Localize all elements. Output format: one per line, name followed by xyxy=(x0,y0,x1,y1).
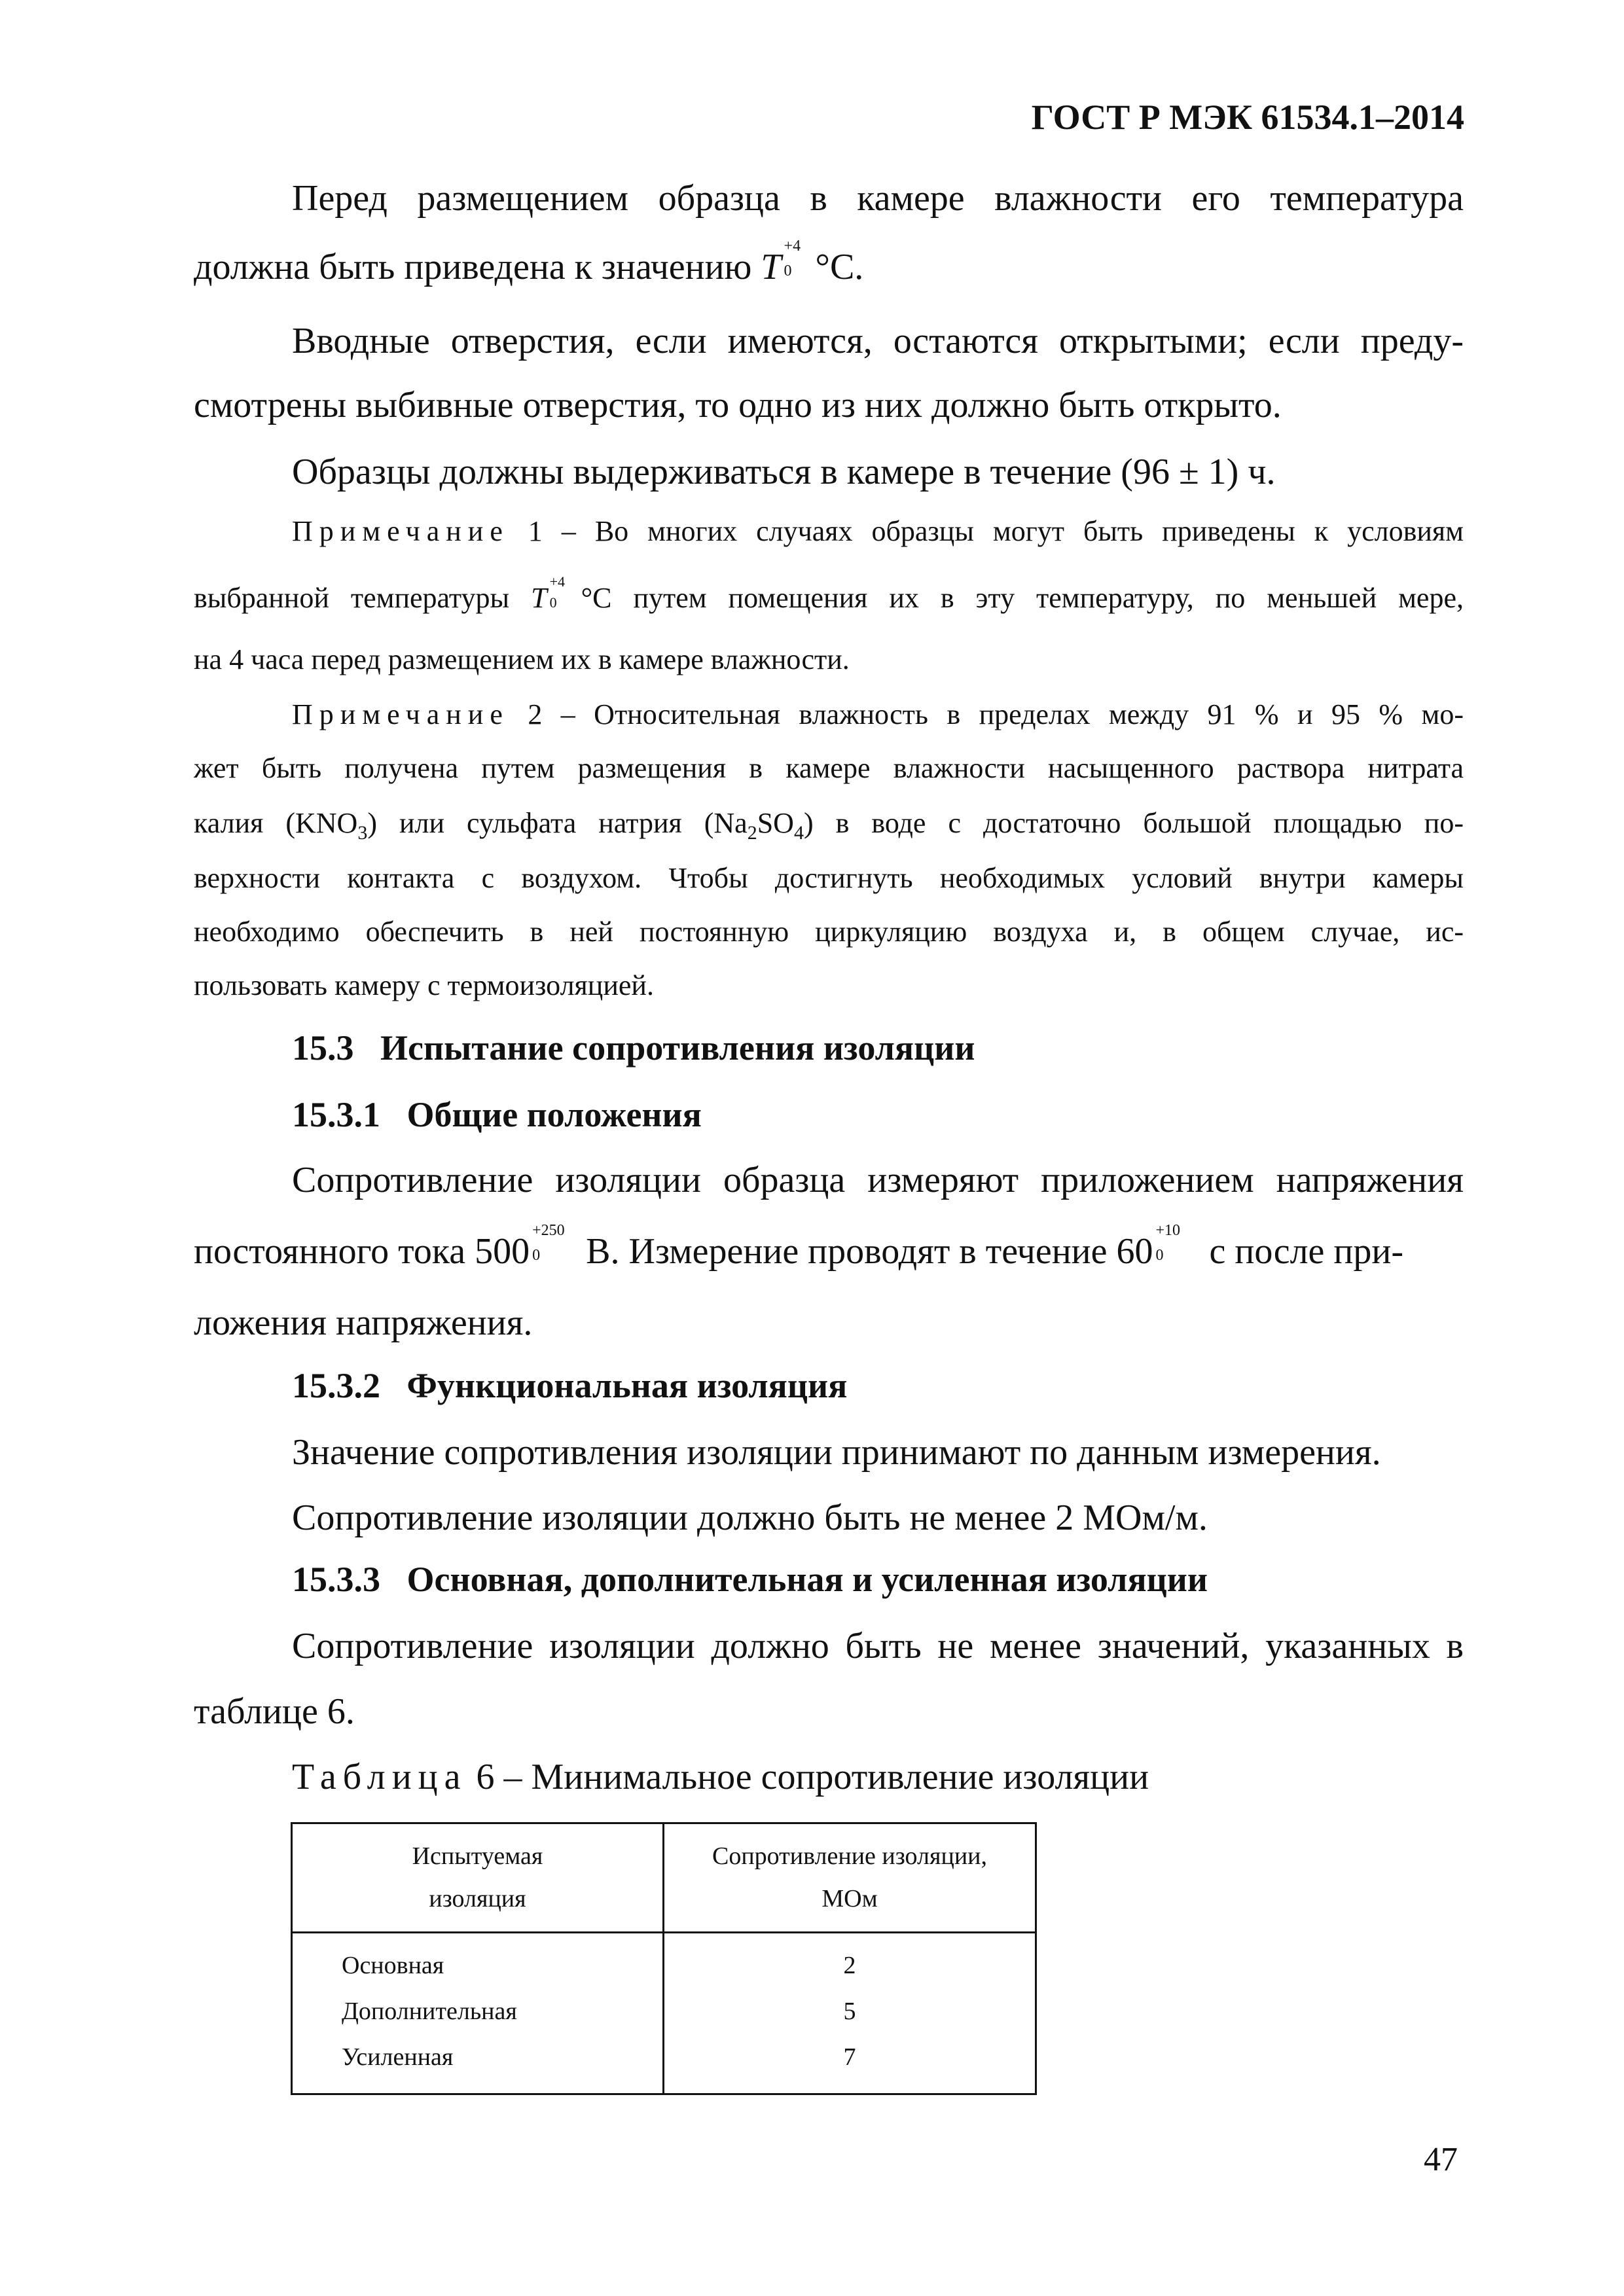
resistance-value-cell: 2 xyxy=(664,1933,1036,1989)
tolerance-lower: 0 xyxy=(1155,1247,1164,1264)
note-2-text: ) или сульфата натрия (Na xyxy=(367,807,748,839)
tolerance-upper: +4 xyxy=(784,238,801,255)
temperature-tolerance xyxy=(547,573,581,611)
column-header-insulation xyxy=(292,1823,664,1933)
paragraph-1-line-1: Перед размещением образца в камере влажности его температура xyxy=(292,178,1464,219)
resistance-value-cell: 5 xyxy=(664,1988,1036,2034)
temperature-unit: °C. xyxy=(815,247,864,287)
section-heading-15-3-2 xyxy=(292,1365,847,1406)
section-number: 15.3.2 xyxy=(292,1366,380,1405)
tolerance-upper: +10 xyxy=(1155,1222,1181,1239)
note-2-text: 2 – Относительная влажность в пределах между 91 % и 95 % мо- xyxy=(509,698,1464,730)
page-number: 47 xyxy=(1424,2141,1458,2178)
paragraph-2-line-1: Вводные отверстия, если имеются, остаются открытыми; если преду- xyxy=(292,321,1464,361)
section-title: Общие положения xyxy=(406,1095,702,1134)
voltage-tolerance xyxy=(530,1222,577,1264)
note-1-line-2-end: °C путем помещения их в эту температуру, по меньшей мере, xyxy=(581,582,1464,614)
resistance-value-cell: 7 xyxy=(664,2034,1036,2094)
section-number: 15.3.3 xyxy=(292,1560,380,1599)
column-header-line: Сопротивление изоляции, xyxy=(712,1842,987,1871)
note-2-line-5: необходимо обеспечить в ней постоянную циркуляцию воздуха и, в общем случае, ис- xyxy=(194,916,1464,948)
temperature-tolerance xyxy=(782,238,816,279)
note-1-line-2 xyxy=(194,573,1464,616)
section-heading-15-3-1 xyxy=(292,1094,702,1135)
tolerance-upper: +250 xyxy=(532,1222,565,1239)
column-header-line: Испытуемая xyxy=(412,1842,543,1871)
paragraph-3: Образцы должны выдерживаться в камере в течение (96 ± 1) ч. xyxy=(292,452,1276,492)
table-6 xyxy=(291,1822,1037,2095)
section-15-3-3-line-2: таблице 6. xyxy=(194,1691,355,1732)
note-1-line-2-start: выбранной температуры xyxy=(194,582,510,614)
note-2-line-1 xyxy=(292,698,1464,732)
tolerance-upper: +4 xyxy=(549,573,565,590)
subscript: 3 xyxy=(357,821,368,844)
section-15-3-2-line-2: Сопротивление изоляции должно быть не менее 2 МОм/м. xyxy=(292,1498,1208,1538)
table-row xyxy=(292,2034,1036,2094)
tolerance-lower: 0 xyxy=(532,1247,541,1264)
insulation-type-cell: Основная xyxy=(292,1933,664,1989)
tolerance-lower: 0 xyxy=(549,594,557,611)
time-tolerance xyxy=(1153,1222,1200,1264)
temperature-symbol: T xyxy=(761,247,782,287)
column-header-line: МОм xyxy=(821,1885,878,1912)
note-1-text: 1 – Во многих случаях образцы могут быть приведены к условиям xyxy=(509,515,1464,547)
section-heading-15-3-3 xyxy=(292,1559,1208,1600)
table-6-caption xyxy=(292,1754,1149,1800)
section-15-3-1-line-3: ложения напряжения. xyxy=(194,1302,533,1343)
section-15-3-1-text: В. Измерение проводят в течение 60 xyxy=(577,1231,1153,1272)
note-2-text: ) в воде с достаточно большой площадью по- xyxy=(803,807,1464,839)
table-row xyxy=(292,1933,1036,1989)
column-header-resistance xyxy=(664,1823,1036,1933)
section-15-3-1-line-1: Сопротивление изоляции образца измеряют приложением напряжения xyxy=(292,1160,1464,1200)
insulation-type-cell: Усиленная xyxy=(292,2034,664,2094)
note-2-line-3 xyxy=(194,806,1464,845)
section-title: Функциональная изоляция xyxy=(406,1366,848,1405)
section-15-3-1-text: с после при- xyxy=(1200,1231,1403,1272)
note-1-line-1 xyxy=(292,514,1464,549)
table-caption-text: 6 – Минимальное сопротивление изоляции xyxy=(467,1757,1149,1797)
note-2-line-6: пользовать камеру с термоизоляцией. xyxy=(194,969,654,1001)
section-15-3-1-line-2 xyxy=(194,1222,1403,1274)
section-number: 15.3.1 xyxy=(292,1095,380,1134)
section-title: Испытание сопротивления изоляции xyxy=(380,1028,975,1067)
document-header: ГОСТ Р МЭК 61534.1–2014 xyxy=(1031,98,1464,137)
note-2-label: Примечание xyxy=(292,698,509,730)
paragraph-2-line-2: смотрены выбивные отверстия, то одно из них должно быть открыто. xyxy=(194,385,1282,425)
subscript: 4 xyxy=(793,821,804,844)
note-1-line-3: на 4 часа перед размещением их в камере влажности. xyxy=(194,643,850,675)
subscript: 2 xyxy=(747,821,757,844)
note-2-text: SO xyxy=(757,807,794,839)
section-15-3-3-line-1: Сопротивление изоляции должно быть не менее значений, указанных в xyxy=(292,1626,1464,1666)
section-title: Основная, дополнительная и усиленная изоляции xyxy=(406,1560,1208,1599)
tolerance-lower: 0 xyxy=(784,262,792,279)
table-header-row xyxy=(292,1823,1036,1933)
section-15-3-2-line-1: Значение сопротивления изоляции принимают по данным измерения. xyxy=(292,1432,1381,1473)
note-2-line-4: верхности контакта с воздухом. Чтобы достигнуть необходимых условий внутри камеры xyxy=(194,862,1464,894)
section-heading-15-3 xyxy=(292,1028,975,1068)
section-15-3-1-text: постоянного тока 500 xyxy=(194,1231,530,1272)
paragraph-1-text: должна быть приведена к значению xyxy=(194,247,752,287)
insulation-type-cell: Дополнительная xyxy=(292,1988,664,2034)
section-number: 15.3 xyxy=(292,1028,354,1067)
column-header-line: изоляция xyxy=(429,1885,526,1912)
table-row xyxy=(292,1988,1036,2034)
table-caption-label: Таблица xyxy=(292,1757,467,1797)
note-2-text: калия (KNO xyxy=(194,807,358,839)
note-1-label: Примечание xyxy=(292,515,509,547)
note-2-line-2: жет быть получена путем размещения в камере влажности насыщенного раствора нитрата xyxy=(194,752,1464,784)
temperature-symbol: T xyxy=(531,582,547,614)
paragraph-1-line-2 xyxy=(194,238,864,290)
